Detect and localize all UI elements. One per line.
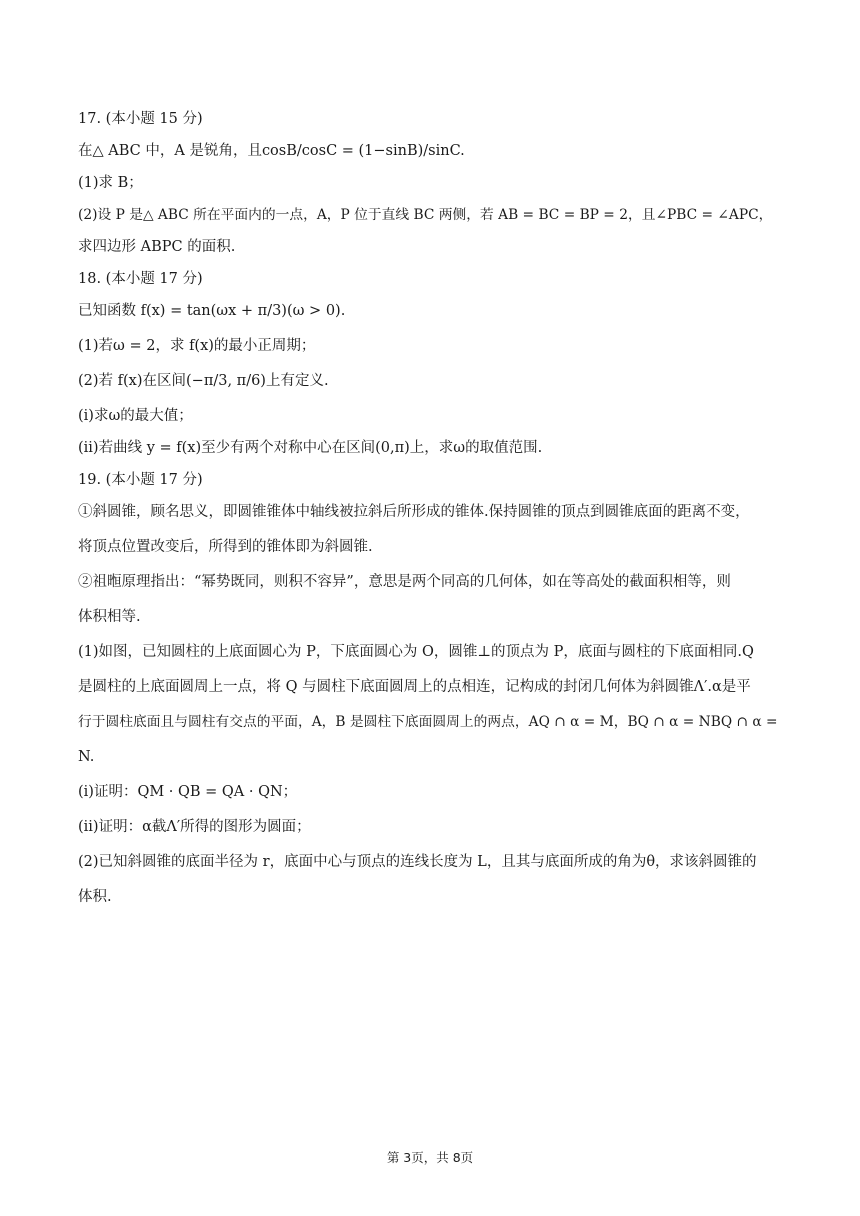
q17-part2-line2: 求四边形 ABPC 的面积.: [78, 239, 236, 255]
q18-stem: 已知函数 f(x) = tan(ωx + π/3)(ω > 0).: [78, 303, 346, 319]
q19-def1-line1: ①斜圆锥，顾名思义，即圆锥锥体中轴线被拉斜后所形成的锥体.保持圆锥的顶点到圆锥底面的距离不变，: [78, 504, 750, 520]
q18-part2-i: (i)求ω的最大值；: [78, 408, 193, 424]
q17-part2-line1: (2)设 P 是△ ABC 所在平面内的一点，A，P 位于直线 BC 两侧，若 AB = BC = BP = 2，且∠PBC = ∠APC，: [78, 207, 773, 223]
q19-part1-i: (i)证明：QM · QB = QA · QN；: [78, 784, 298, 800]
q19-part1-line2: 是圆柱的上底面圆周上一点，将 Q 与圆柱下底面圆周上的点相连，记构成的封闭几何体为斜圆锥Λ′.α是平: [78, 679, 751, 695]
q19-part2-line1: (2)已知斜圆锥的底面半径为 r，底面中心与顶点的连线长度为 L，且其与底面所成的角为θ，求该斜圆锥的: [78, 854, 757, 870]
q19-def2-line1: ②祖暅原理指出：“幂势既同，则积不容异”，意思是两个同高的几何体，如在等高处的截面积相等，则: [78, 574, 731, 590]
q17-heading: 17. (本小题 15 分): [78, 111, 203, 127]
q19-heading: 19. (本小题 17 分): [78, 472, 203, 488]
q18-part2: (2)若 f(x)在区间(−π/3, π/6)上有定义.: [78, 373, 329, 389]
q19-part2-line2: 体积.: [78, 889, 112, 905]
q19-part1-line3: 行于圆柱底面且与圆柱有交点的平面，A，B 是圆柱下底面圆周上的两点，AQ ∩ α = M，BQ ∩ α = NBQ ∩ α =: [78, 714, 778, 730]
q18-part2-ii: (ii)若曲线 y = f(x)至少有两个对称中心在区间(0,π)上，求ω的取值范围.: [78, 440, 543, 456]
q18-part1: (1)若ω = 2，求 f(x)的最小正周期；: [78, 338, 316, 354]
q19-part1-line1: (1)如图，已知圆柱的上底面圆心为 P，下底面圆心为 O，圆锥⊥的顶点为 P，底面与圆柱的下底面相同.Q: [78, 644, 754, 660]
q19-def2-line2: 体积相等.: [78, 609, 141, 625]
q17-part1: (1)求 B；: [78, 175, 143, 191]
q17-stem: 在△ ABC 中，A 是锐角，且cosB/cosC = (1−sinB)/sinC.: [78, 143, 465, 159]
q19-part1-ii: (ii)证明：α截Λ′所得的图形为圆面；: [78, 819, 311, 835]
q19-def1-line2: 将顶点位置改变后，所得到的锥体即为斜圆锥.: [78, 539, 373, 555]
page-content: [78, 108, 784, 921]
q18-heading: 18. (本小题 17 分): [78, 271, 203, 287]
page-footer: 第 3页，共 8页: [386, 1150, 474, 1165]
q19-part1-line4: N.: [78, 749, 95, 765]
